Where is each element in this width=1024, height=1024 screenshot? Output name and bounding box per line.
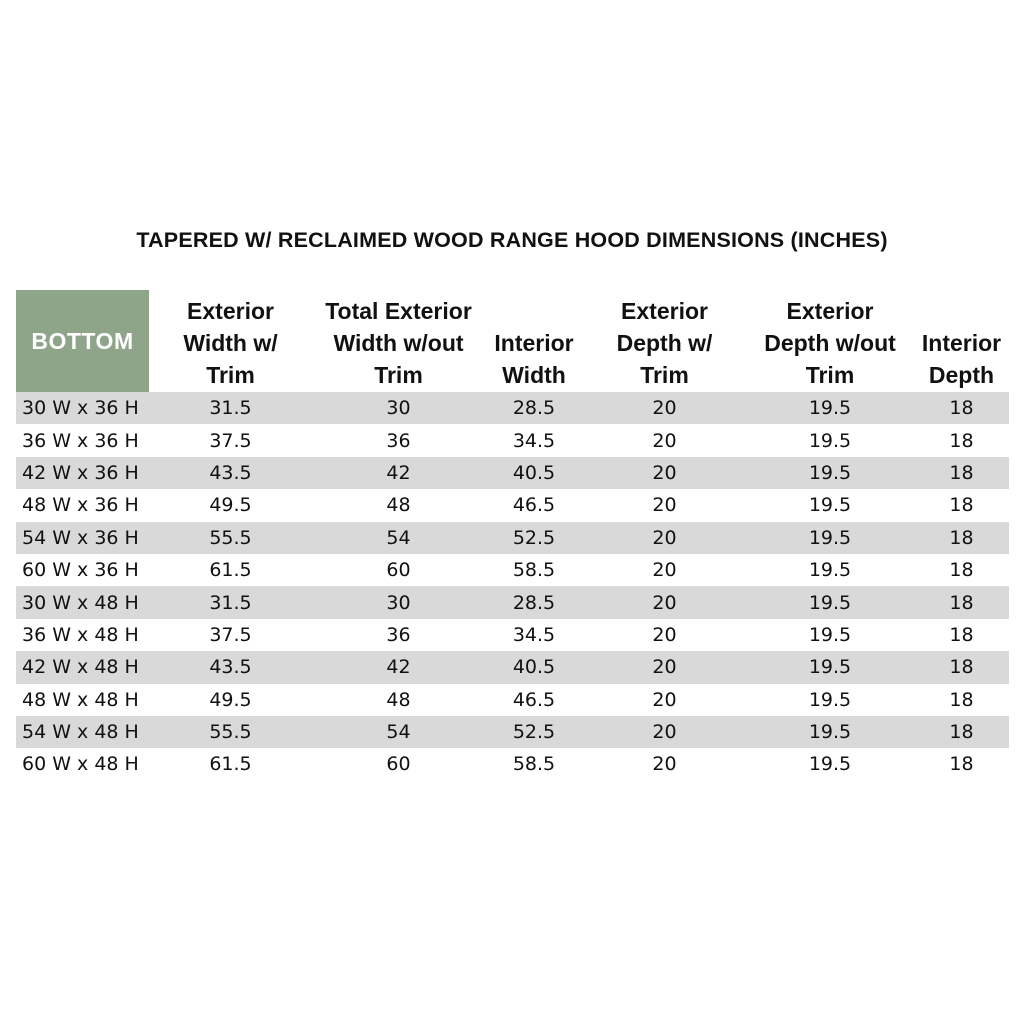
bottom-size-cell: 48 W x 36 H	[22, 494, 139, 517]
interior-depth-cell: 18	[914, 716, 1009, 748]
bottom-size-cell: 60 W x 36 H	[22, 559, 139, 582]
exterior-depth-with-trim-cell: 20	[652, 559, 677, 582]
exterior-width-with-trim-cell: 31.5	[149, 392, 312, 424]
table-row	[16, 716, 1009, 748]
exterior-depth-with-trim-cell: 20	[583, 651, 746, 683]
bottom-size-cell: 42 W x 36 H	[16, 457, 149, 489]
exterior-depth-with-trim-cell: 20	[583, 392, 746, 424]
dimensions-table	[16, 290, 1009, 781]
exterior-depth-without-trim-cell: 19.5	[808, 494, 852, 517]
exterior-depth-with-trim-cell: 20	[583, 586, 746, 618]
exterior-depth-without-trim-cell: 19.5	[746, 392, 914, 424]
interior-width-cell: 28.5	[485, 392, 583, 424]
header-row	[16, 290, 1009, 392]
total-exterior-width-without-trim-cell: 60	[386, 559, 411, 582]
interior-width-cell: 40.5	[485, 651, 583, 683]
total-exterior-width-without-trim-cell: 54	[312, 522, 485, 554]
exterior-depth-without-trim-cell: 19.5	[808, 753, 852, 776]
header-exterior-width-with-trim: Exterior Width w/ Trim	[183, 298, 278, 388]
interior-width-cell: 58.5	[512, 753, 556, 776]
table-row	[16, 392, 1009, 424]
exterior-depth-without-trim-cell: 19.5	[746, 522, 914, 554]
table-row	[16, 457, 1009, 489]
table-row	[16, 522, 1009, 554]
header-exterior-depth-without-trim: Exterior Depth w/out Trim	[764, 298, 896, 388]
exterior-width-with-trim-cell: 61.5	[209, 753, 252, 776]
exterior-depth-without-trim-cell: 19.5	[746, 457, 914, 489]
bottom-size-cell: 54 W x 48 H	[16, 716, 149, 748]
table-row	[16, 619, 1009, 651]
bottom-size-cell: 30 W x 48 H	[16, 586, 149, 618]
total-exterior-width-without-trim-cell: 36	[386, 429, 411, 452]
bottom-size-cell: 54 W x 36 H	[16, 522, 149, 554]
exterior-width-with-trim-cell: 55.5	[149, 522, 312, 554]
bottom-size-cell: 36 W x 48 H	[22, 623, 139, 646]
total-exterior-width-without-trim-cell: 48	[386, 688, 411, 711]
exterior-depth-with-trim-cell: 20	[583, 522, 746, 554]
interior-depth-cell: 18	[949, 559, 974, 582]
interior-depth-cell: 18	[914, 651, 1009, 683]
interior-width-cell: 34.5	[512, 429, 556, 452]
bottom-size-cell: 48 W x 48 H	[22, 688, 139, 711]
interior-width-cell: 58.5	[512, 559, 556, 582]
exterior-depth-with-trim-cell: 20	[652, 688, 677, 711]
total-exterior-width-without-trim-cell: 42	[312, 651, 485, 683]
exterior-depth-without-trim-cell: 19.5	[746, 586, 914, 618]
header-interior-width: Interior Width	[494, 330, 574, 388]
exterior-width-with-trim-cell: 43.5	[149, 457, 312, 489]
exterior-depth-with-trim-cell: 20	[652, 429, 677, 452]
header-exterior-depth-with-trim: Exterior Depth w/ Trim	[616, 298, 713, 388]
exterior-depth-with-trim-cell: 20	[652, 623, 677, 646]
header-interior-depth: Interior Depth	[921, 330, 1002, 388]
total-exterior-width-without-trim-cell: 60	[386, 753, 411, 776]
total-exterior-width-without-trim-cell: 30	[312, 392, 485, 424]
table-row	[16, 586, 1009, 618]
interior-width-cell: 40.5	[485, 457, 583, 489]
exterior-depth-without-trim-cell: 19.5	[808, 623, 852, 646]
total-exterior-width-without-trim-cell: 48	[386, 494, 411, 517]
bottom-size-cell: 36 W x 36 H	[22, 429, 139, 452]
interior-depth-cell: 18	[949, 688, 974, 711]
bottom-size-cell: 42 W x 48 H	[16, 651, 149, 683]
exterior-depth-with-trim-cell: 20	[652, 753, 677, 776]
exterior-depth-without-trim-cell: 19.5	[808, 429, 852, 452]
page-title: TAPERED W/ RECLAIMED WOOD RANGE HOOD DIMENSIONS (INCHES)	[136, 228, 888, 252]
total-exterior-width-without-trim-cell: 30	[312, 586, 485, 618]
table-row	[16, 554, 1009, 586]
table-header	[16, 290, 1009, 392]
interior-depth-cell: 18	[949, 429, 974, 452]
exterior-depth-without-trim-cell: 19.5	[746, 716, 914, 748]
exterior-depth-with-trim-cell: 20	[583, 716, 746, 748]
exterior-depth-with-trim-cell: 20	[652, 494, 677, 517]
exterior-width-with-trim-cell: 61.5	[209, 559, 252, 582]
exterior-width-with-trim-cell: 37.5	[209, 429, 252, 452]
exterior-width-with-trim-cell: 43.5	[149, 651, 312, 683]
table-row	[16, 684, 1009, 716]
exterior-width-with-trim-cell: 55.5	[149, 716, 312, 748]
interior-depth-cell: 18	[949, 623, 974, 646]
interior-depth-cell: 18	[914, 586, 1009, 618]
header-bottom: BOTTOM	[16, 290, 149, 392]
table-row	[16, 748, 1009, 780]
interior-depth-cell: 18	[949, 494, 974, 517]
interior-depth-cell: 18	[949, 753, 974, 776]
exterior-depth-without-trim-cell: 19.5	[808, 559, 852, 582]
interior-width-cell: 52.5	[485, 716, 583, 748]
interior-width-cell: 28.5	[485, 586, 583, 618]
table-row	[16, 424, 1009, 456]
exterior-depth-with-trim-cell: 20	[583, 457, 746, 489]
total-exterior-width-without-trim-cell: 42	[312, 457, 485, 489]
table-row	[16, 651, 1009, 683]
interior-depth-cell: 18	[914, 522, 1009, 554]
total-exterior-width-without-trim-cell: 54	[312, 716, 485, 748]
interior-width-cell: 52.5	[485, 522, 583, 554]
exterior-width-with-trim-cell: 49.5	[209, 688, 252, 711]
interior-width-cell: 34.5	[512, 623, 556, 646]
interior-depth-cell: 18	[914, 392, 1009, 424]
exterior-depth-without-trim-cell: 19.5	[808, 688, 852, 711]
exterior-width-with-trim-cell: 49.5	[209, 494, 252, 517]
bottom-size-cell: 60 W x 48 H	[22, 753, 139, 776]
table-row	[16, 489, 1009, 521]
total-exterior-width-without-trim-cell: 36	[386, 623, 411, 646]
header-total-exterior-width-without-trim: Total Exterior Width w/out Trim	[325, 298, 472, 388]
exterior-width-with-trim-cell: 31.5	[149, 586, 312, 618]
exterior-depth-without-trim-cell: 19.5	[746, 651, 914, 683]
interior-width-cell: 46.5	[512, 494, 556, 517]
bottom-size-cell: 30 W x 36 H	[16, 392, 149, 424]
interior-width-cell: 46.5	[512, 688, 556, 711]
interior-depth-cell: 18	[914, 457, 1009, 489]
exterior-width-with-trim-cell: 37.5	[209, 623, 252, 646]
table-body	[16, 392, 1009, 781]
